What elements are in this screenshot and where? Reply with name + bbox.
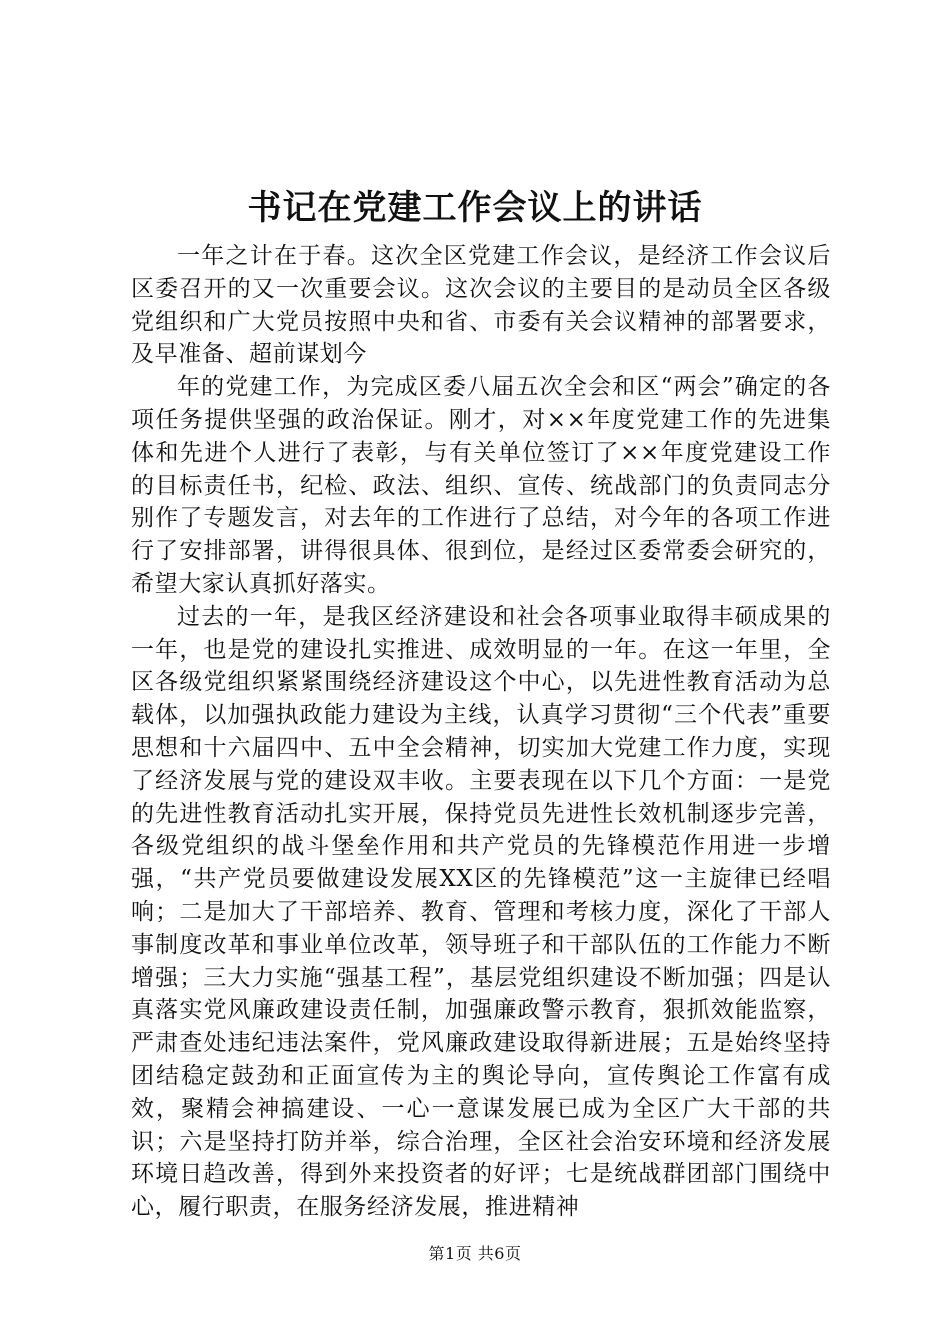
document-body: [131, 240, 831, 1224]
document-title: 书记在党建工作会议上的讲话: [247, 188, 703, 228]
paragraph-1: 一年之计在于春。这次全区党建工作会议，是经济工作会议后区委召开的又一次重要会议。这次会议的主要目的是动员全区各级党组织和广大党员按照中央和省、市委有关会议精神的部署要求，及早准备、超前谋划今: [131, 243, 831, 368]
page-footer: 第1页 共6页: [428, 1244, 522, 1263]
paragraph-3: 过去的一年，是我区经济建设和社会各项事业取得丰硕成果的一年，也是党的建设扎实推进、成效明显的一年。在这一年里，全区各级党组织紧紧围绕经济建设这个中心，以先进性教育活动为总载体，以加强执政能力建设为主线，认真学习贯彻“三个代表”重要思想和十六届四中、五中全会精神，切实加大党建工作力度，实现了经济发展与党的建设双丰收。主要表现在以下几个方面：一是党的先进性教育活动扎实开展，保持党员先进性长效机制逐步完善，各级党组织的战斗堡垒作用和共产党员的先锋模范作用进一步增强，“共产党员要做建设发展XX区的先锋模范”这一主旋律已经唱响；二是加大了干部培养、教育、管理和考核力度，深化了干部人事制度改革和事业单位改革，领导班子和干部队伍的工作能力不断增强；三大力实施“强基工程”，基层党组织建设不断加强；四是认真落实党风廉政建设责任制，加强廉政警示教育，狠抓效能监察，严肃查处违纪违法案件，党风廉政建设取得新进展；五是始终坚持团结稳定鼓劲和正面宣传为主的舆论导向，宣传舆论工作富有成效，聚精会神搞建设、一心一意谋发展已成为全区广大干部的共识；六是坚持打防并举，综合治理，全区社会治安环境和经济发展环境日趋改善，得到外来投资者的好评；七是统战群团部门围绕中心，履行职责，在服务经济发展，推进精神: [131, 603, 831, 1221]
paragraph-2: 年的党建工作，为完成区委八届五次全会和区“两会”确定的各项任务提供坚强的政治保证。刚才，对××年度党建工作的先进集体和先进个人进行了表彰，与有关单位签订了××年度党建设工作的目标责任书，纪检、政法、组织、宣传、统战部门的负责同志分别作了专题发言，对去年的工作进行了总结，对今年的各项工作进行了安排部署，讲得很具体、很到位，是经过区委常委会研究的，希望大家认真抓好落实。: [131, 374, 831, 597]
